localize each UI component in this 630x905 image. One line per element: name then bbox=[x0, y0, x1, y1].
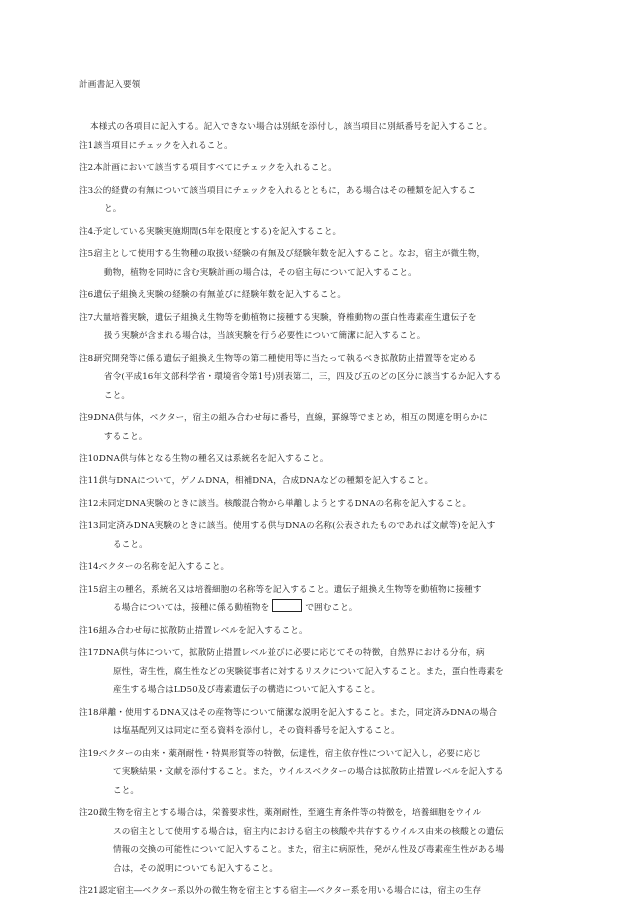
note-number: 注7. bbox=[79, 312, 96, 323]
note-text bbox=[99, 882, 549, 901]
page-title: 計画書記入要領 bbox=[79, 80, 141, 90]
note-line: 研究開発等に係る遺伝子組換え生物等の第二種使用等に当たって執るべき拡散防止措置等を定める bbox=[94, 353, 477, 364]
note-text bbox=[94, 286, 549, 305]
note-line: 予定している実験実施期間(5年を限度とする)を記入すること。 bbox=[94, 226, 342, 237]
note-line: 宿主として使用する生物種の取扱い経験の有無及び経験年数を記入すること。なお，宿主が微生物， bbox=[94, 249, 486, 260]
note-line: すること。 bbox=[104, 431, 148, 442]
note-item bbox=[79, 558, 549, 577]
note-text bbox=[94, 159, 549, 178]
note-line: 供与DNAについて，ゲノムDNA，相補DNA，合成DNAなどの種類を記入すること。 bbox=[99, 476, 434, 487]
note-line: 合は，その説明についても記入すること。 bbox=[113, 863, 279, 874]
note-text bbox=[94, 182, 549, 219]
note-line: 宿主の種名，系統名又は培養細胞の名称等を記入すること。遺伝子組換え生物等を動植物に接種す bbox=[99, 584, 482, 595]
note-line: 動物，植物を同時に含む実験計画の場合は，その宿主毎について記入すること。 bbox=[104, 267, 417, 278]
notes-list bbox=[79, 137, 549, 905]
note-text bbox=[94, 309, 549, 346]
note-line: 公的経費の有無について該当項目にチェックを入れるとともに，ある場合はその種類を記入するこ bbox=[94, 185, 477, 196]
note-text bbox=[99, 495, 549, 514]
note-line: は塩基配列又は同定に至る資料を添付し，その資料番号を記入すること。 bbox=[113, 726, 400, 737]
note-number: 注1. bbox=[79, 141, 96, 151]
note-line: 原性，寄生性，腐生性などの実験従事者に対するリスクについて記入すること。また，蛋白性毒素を bbox=[113, 666, 504, 677]
note-text bbox=[99, 450, 549, 469]
note-line: スの宿主として使用する場合は，宿主内における宿主の核酸や共存するウイルス由来の核酸との遺伝 bbox=[113, 826, 504, 837]
note-number: 注3. bbox=[79, 185, 96, 196]
note-item bbox=[79, 223, 549, 242]
intro-paragraph: 本様式の各項目に記入する。記入できない場合は別紙を添付し，該当項目に別紙番号を記入すること。 bbox=[90, 122, 493, 132]
note-item bbox=[79, 804, 549, 878]
note-line: 産生する場合はLD50及び毒素遺伝子の構造について記入すること。 bbox=[113, 685, 381, 696]
note-item bbox=[79, 350, 549, 406]
note-line: 単離・使用するDNA又はその産物等について簡潔な説明を記入すること。また，同定済みDNAの場合 bbox=[99, 707, 498, 718]
note-line: 微生物を宿主とする場合は，栄養要求性，薬剤耐性，至適生育条件等の特徴を，培養細胞をウイル bbox=[99, 808, 482, 819]
note-line: こと。 bbox=[113, 785, 140, 796]
note-item bbox=[79, 472, 549, 491]
note-number: 注15. bbox=[79, 584, 102, 595]
note-item bbox=[79, 622, 549, 641]
note-item bbox=[79, 495, 549, 514]
note-text bbox=[99, 558, 549, 577]
note-number: 注5. bbox=[79, 249, 96, 260]
note-line-part: る場合については，接種に係る動植物を bbox=[113, 603, 270, 614]
note-text bbox=[94, 350, 549, 406]
note-line: て実験結果・文献を添付すること。また，ウイルスベクターの場合は拡散防止措置レベルを記入する bbox=[113, 767, 504, 778]
note-number: 注13. bbox=[79, 521, 102, 532]
note-text bbox=[99, 644, 549, 700]
note-text bbox=[99, 804, 549, 878]
note-item bbox=[79, 882, 549, 901]
note-line: 大量培養実験，遺伝子組換え生物等を動植物に接種する実験，脊椎動物の蛋白性毒素産生遺伝子を bbox=[94, 312, 477, 323]
note-item bbox=[79, 409, 549, 446]
note-item bbox=[79, 581, 549, 618]
note-line bbox=[99, 599, 549, 618]
note-number: 注2. bbox=[79, 163, 96, 174]
note-text bbox=[94, 137, 549, 156]
note-number: 注8. bbox=[79, 353, 96, 364]
note-item bbox=[79, 309, 549, 346]
note-text bbox=[94, 245, 549, 282]
note-number: 注20. bbox=[79, 808, 102, 819]
note-item bbox=[79, 245, 549, 282]
note-line: 扱う実験が含まれる場合は，当該実験を行う必要性について簡潔に記入すること。 bbox=[104, 331, 426, 342]
note-line: 情報の交換の可能性について記入すること。また，宿主に病原性，発がん性及び毒素産生性がある場 bbox=[113, 845, 505, 856]
note-item bbox=[79, 182, 549, 219]
note-item bbox=[79, 137, 549, 156]
note-number: 注4. bbox=[79, 226, 96, 237]
note-number: 注9. bbox=[79, 413, 96, 424]
note-text bbox=[94, 223, 549, 242]
note-number: 注6. bbox=[79, 290, 96, 301]
note-number: 注16. bbox=[79, 625, 102, 636]
note-line: と。 bbox=[104, 204, 122, 215]
note-text bbox=[99, 745, 549, 801]
note-number: 注19. bbox=[79, 748, 102, 759]
note-line: DNA供与体，ベクター，宿主の組み合わせ毎に番号，直線，罫線等でまとめ，相互の関連を明らかに bbox=[94, 413, 488, 424]
note-text bbox=[99, 472, 549, 491]
note-item bbox=[79, 704, 549, 741]
note-line: こと。 bbox=[104, 390, 131, 401]
note-line: ベクターの名称を記入すること。 bbox=[99, 562, 230, 573]
note-number: 注10. bbox=[79, 454, 102, 465]
note-number: 注14. bbox=[79, 562, 102, 573]
note-line: 遺伝子組換え実験の経験の有無並びに経験年数を記入すること。 bbox=[94, 290, 347, 301]
note-number: 注12. bbox=[79, 498, 102, 509]
note-line: 本計画において該当する項目すべてにチェックを入れること。 bbox=[94, 163, 337, 174]
note-item bbox=[79, 517, 549, 554]
note-line: ること。 bbox=[113, 539, 148, 550]
note-line: DNA供与体となる生物の種名又は系統名を記入すること。 bbox=[99, 454, 329, 465]
note-line: 省令(平成16年文部科学省・環境省令第1号)別表第二，三，四及び五のどの区分に該当するか記入する bbox=[104, 372, 502, 383]
enclosure-box-sample bbox=[272, 599, 302, 612]
note-line: 同定済みDNA実験のときに該当。使用する供与DNAの名称(公表されたものであれば文献等)を記入す bbox=[99, 521, 496, 532]
note-line: ベクターの由来・薬剤耐性・特異形質等の特徴，伝達性，宿主依存性について記入し，必要に応じ bbox=[99, 748, 482, 759]
note-number: 注21. bbox=[79, 886, 102, 897]
note-line: 該当項目にチェックを入れること。 bbox=[94, 141, 233, 151]
note-text bbox=[99, 704, 549, 741]
note-item bbox=[79, 644, 549, 700]
note-number: 注18. bbox=[79, 707, 102, 718]
note-item bbox=[79, 745, 549, 801]
note-text bbox=[94, 409, 549, 446]
note-line: 組み合わせ毎に拡散防止措置レベルを記入すること。 bbox=[99, 625, 308, 636]
note-number: 注17. bbox=[79, 648, 102, 658]
note-line: 未同定DNA実験のときに該当。核酸混合物から単離しようとするDNAの名称を記入すること。 bbox=[99, 498, 472, 509]
note-line-part: で囲むこと。 bbox=[305, 603, 358, 614]
note-line: DNA供与体について，拡散防止措置レベル並びに必要に応じてその特徴，自然界における分布，病 bbox=[99, 648, 485, 658]
note-item bbox=[79, 286, 549, 305]
note-line: 認定宿主―ベクター系以外の微生物を宿主とする宿主―ベクター系を用いる場合には，宿主の生存 bbox=[99, 886, 482, 897]
note-text bbox=[99, 581, 549, 618]
note-text bbox=[99, 622, 549, 641]
note-item bbox=[79, 450, 549, 469]
note-number: 注11. bbox=[79, 476, 102, 487]
note-item bbox=[79, 159, 549, 178]
note-text bbox=[99, 517, 549, 554]
